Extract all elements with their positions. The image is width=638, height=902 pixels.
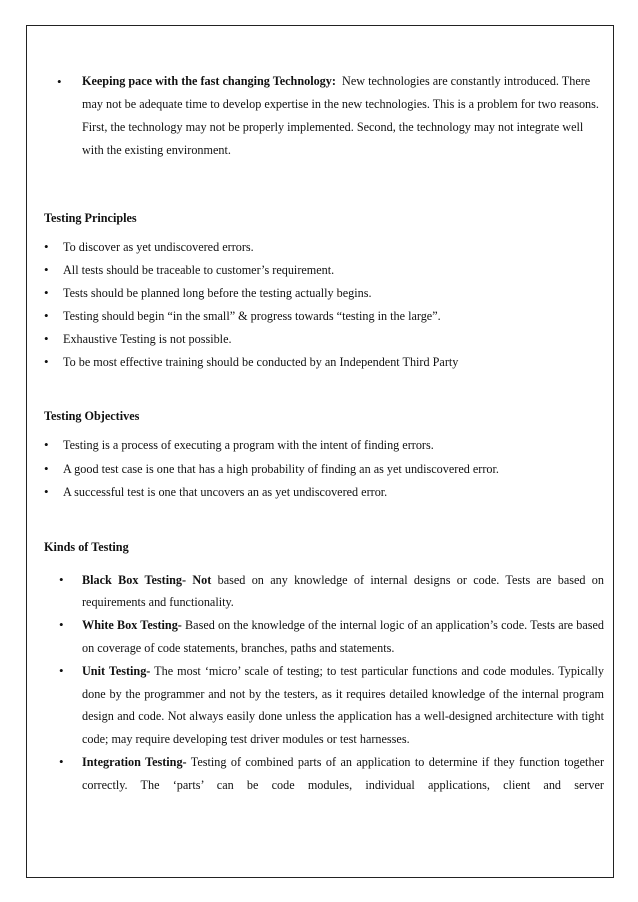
bullet-term: Keeping pace with the fast changing Technology: bbox=[82, 74, 336, 88]
list-item: • To discover as yet undiscovered errors. bbox=[44, 239, 604, 255]
section-heading-objectives: Testing Objectives bbox=[44, 409, 140, 424]
list-item: • A good test case is one that has a high probability of finding an as yet undiscovered error. bbox=[44, 461, 604, 477]
principles-list bbox=[44, 239, 604, 370]
bullet-term: Integration Testing- bbox=[82, 755, 187, 770]
bullet-text: The most ‘micro’ scale of testing; to test particular functions and code modules. Typically done by the programmer and not by the testers, as it requires detailed knowledge of the internal program design and code. Not always easily done unless the application has a well-designed architecture with tight code; may require developing test driver modules or test harnesses. bbox=[82, 663, 605, 747]
list-item bbox=[44, 751, 604, 797]
list-item bbox=[44, 569, 604, 615]
list-item bbox=[44, 70, 604, 162]
bullet-text: New technologies are constantly introduced. There may not be adequate time to develop expertise in the new technologies. This is a problem for two reasons. First, the technology may not be properly implemented. Second, the technology may not integrate well with the existing environment. bbox=[82, 74, 599, 157]
intro-list bbox=[44, 70, 604, 162]
bullet-term: White Box Testing- bbox=[82, 618, 182, 633]
bullet-text: Based on the knowledge of the internal logic of an application’s code. Tests are based on coverage of code statements, branches, paths and statements. bbox=[82, 618, 605, 656]
kinds-list bbox=[44, 569, 604, 797]
list-item: • Testing is a process of executing a program with the intent of finding errors. bbox=[44, 437, 604, 453]
bullet-term: Unit Testing- bbox=[82, 663, 151, 678]
list-item: • A successful test is one that uncovers an as yet undiscovered error. bbox=[44, 484, 604, 500]
objectives-list bbox=[44, 437, 604, 499]
list-item bbox=[44, 660, 604, 751]
bullet-text: based on any knowledge of internal designs or code. Tests are based on requirements and functionality. bbox=[82, 572, 604, 610]
list-item: • Tests should be planned long before the testing actually begins. bbox=[44, 285, 604, 301]
document-body bbox=[44, 70, 604, 797]
bullet-text: Testing of combined parts of an application to determine if they function together correctly. The ‘parts’ can be code modules, individual applications, client and server bbox=[82, 755, 605, 792]
section-heading-kinds: Kinds of Testing bbox=[44, 539, 129, 554]
list-item: • Testing should begin “in the small” & progress towards “testing in the large”. bbox=[44, 308, 604, 324]
list-item: • To be most effective training should be conducted by an Independent Third Party bbox=[44, 354, 604, 370]
section-heading-principles: Testing Principles bbox=[44, 211, 137, 225]
bullet-term: Black Box Testing- Not bbox=[82, 572, 212, 587]
list-item: • All tests should be traceable to customer’s requirement. bbox=[44, 262, 604, 278]
list-item bbox=[44, 614, 604, 660]
list-item: • Exhaustive Testing is not possible. bbox=[44, 331, 604, 347]
